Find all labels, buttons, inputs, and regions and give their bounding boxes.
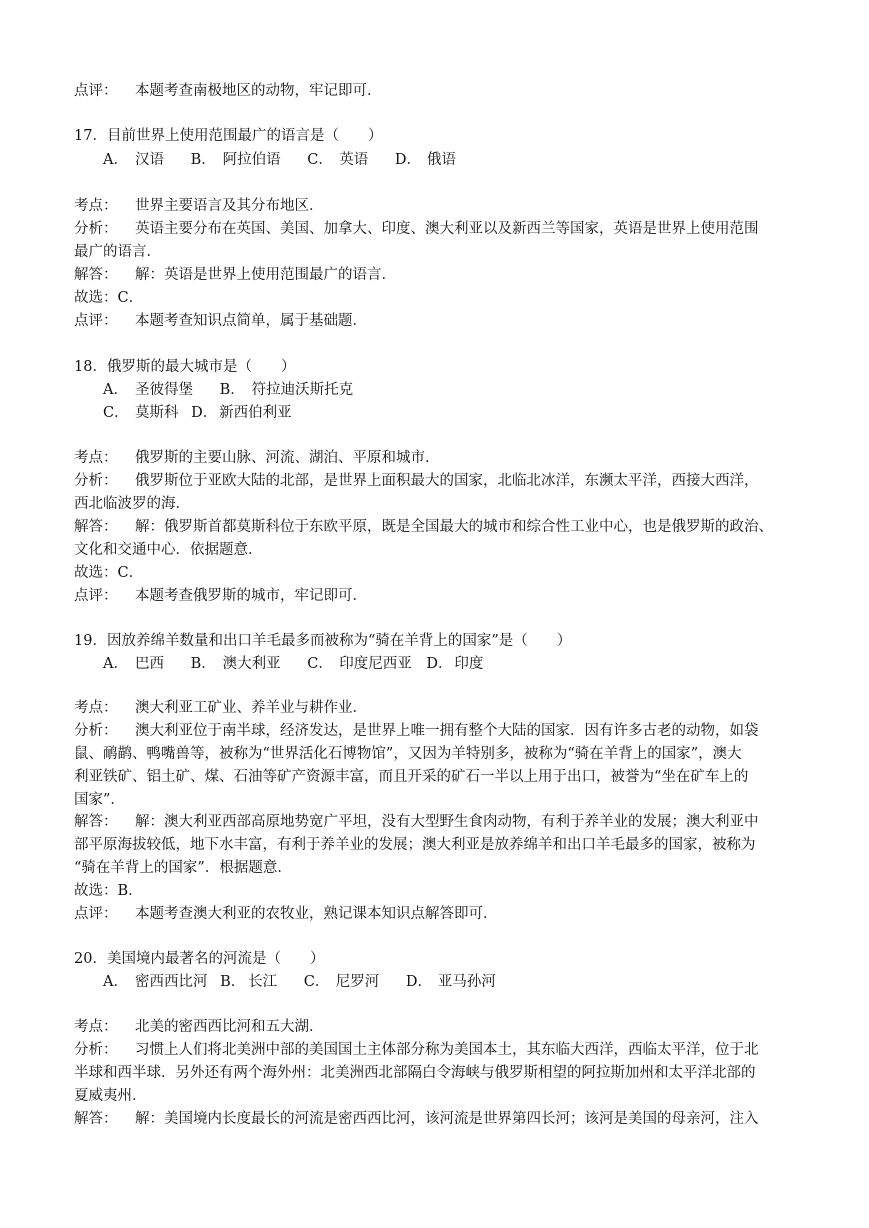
q19-guxuan: 故选：B．	[74, 883, 143, 899]
q20-kaodian: 考点： 北美的密西西比河和五大湖．	[74, 1019, 324, 1035]
q18-jieda: 解答： 解：俄罗斯首都莫斯科位于东欧平原，既是全国最大的城市和综合性工业中心，也是俄罗斯的政治、	[74, 519, 773, 535]
q19-fenxi-cont1: 鼠、鸸鹋、鸭嘴兽等，被称为“世界活化石博物馆”，又因为羊特别多，被称为“骑在羊背上的国家”，澳大	[74, 746, 742, 762]
q19-option-c: C． 印度尼西亚	[307, 656, 412, 672]
q19-option-b: B． 澳大利亚	[190, 656, 281, 672]
q20-jieda: 解答： 解：美国境内长度最长的河流是密西西比河，该河流是世界第四长河；该河是美国的母亲河，注入	[74, 1111, 759, 1127]
q17-option-b: B． 阿拉伯语	[190, 152, 281, 168]
q19-dianping: 点评： 本题考查澳大利亚的农牧业，熟记课本知识点解答即可．	[74, 906, 498, 922]
q18-kaodian: 考点： 俄罗斯的主要山脉、河流、湖泊、平原和城市．	[74, 450, 440, 466]
q19-jieda-cont2: “骑在羊背上的国家”．根据题意．	[74, 860, 292, 876]
q20-fenxi-cont2: 夏威夷州．	[74, 1088, 147, 1104]
q20-fenxi: 分析： 习惯上人们将北美洲中部的美国国土主体部分称为美国本土，其东临大西洋，西临太平洋，位于北	[74, 1042, 759, 1058]
q17-fenxi-cont: 最广的语言．	[74, 244, 161, 260]
review-label: 点评：	[74, 83, 118, 99]
q19-fenxi-cont2: 利亚铁矿、铝土矿、煤、石油等矿产资源丰富，而且开采的矿石一半以上用于出口，被誉为“坐在矿车上的	[74, 769, 749, 785]
q17-option-c: C． 英语	[307, 152, 369, 168]
q18-jieda-cont: 文化和交通中心．依据题意．	[74, 542, 263, 558]
q17-option-d: D． 俄语	[394, 152, 456, 168]
q19-option-d: D． 印度	[426, 656, 484, 672]
q18-option-d: D． 新西伯利亚	[191, 405, 292, 421]
q19-kaodian: 考点： 澳大利亚工矿业、养羊业与耕作业．	[74, 700, 367, 716]
q18-option-b: B． 符拉迪沃斯托克	[219, 382, 354, 398]
q20-question: 20．美国境内最著名的河流是（ ）	[74, 951, 325, 967]
q17-question: 17．目前世界上使用范围最广的语言是（ ）	[74, 128, 383, 144]
q20-option-b: B． 长江	[220, 974, 278, 990]
q18-option-a: A． 圣彼得堡	[103, 382, 193, 398]
q17-option-a: A． 汉语	[103, 152, 164, 168]
q19-jieda: 解答： 解：澳大利亚西部高原地势宽广平坦，没有大型野生食肉动物，有利于养羊业的发展；澳大利亚中	[74, 814, 759, 830]
q20-options	[103, 972, 518, 992]
q20-fenxi-cont1: 半球和西半球．另外还有两个海外州：北美洲西北部隔白令海峡与俄罗斯相望的阿拉斯加州和太平洋北部的	[74, 1065, 756, 1081]
q17-dianping: 点评： 本题考查知识点简单，属于基础题．	[74, 313, 367, 329]
top-review-line	[74, 81, 800, 101]
q17-kaodian: 考点： 世界主要语言及其分布地区．	[74, 198, 324, 214]
review-text: 本题考查南极地区的动物，牢记即可．	[135, 83, 382, 99]
q19-option-a: A． 巴西	[103, 656, 164, 672]
q17-guxuan: 故选：C．	[74, 290, 144, 306]
q19-jieda-cont1: 部平原海拔较低，地下水丰富，有利于养羊业的发展；澳大利亚是放养绵羊和出口羊毛最多的国家，被称为	[74, 837, 756, 853]
q18-options-row2	[103, 403, 314, 423]
q17-fenxi: 分析： 英语主要分布在英国、美国、加拿大、印度、澳大利亚以及新西兰等国家，英语是世界上使用范围	[74, 221, 759, 237]
q18-fenxi-cont: 西北临波罗的海．	[74, 496, 190, 512]
q19-fenxi: 分析： 澳大利亚位于南半球，经济发达，是世界上唯一拥有整个大陆的国家．因有许多古老的动物，如袋	[74, 723, 759, 739]
q20-option-a: A． 密西西比河	[103, 974, 208, 990]
q19-question: 19．因放养绵羊数量和出口羊毛最多而被称为“骑在羊背上的国家”是（ ）	[74, 633, 572, 649]
q17-options	[103, 150, 478, 170]
q18-guxuan: 故选：C．	[74, 565, 144, 581]
q18-dianping: 点评： 本题考查俄罗斯的城市，牢记即可．	[74, 588, 367, 604]
q20-option-d: D． 亚马孙河	[405, 974, 496, 990]
q17-jieda: 解答： 解：英语是世界上使用范围最广的语言．	[74, 267, 396, 283]
q18-fenxi: 分析： 俄罗斯位于亚欧大陆的北部，是世界上面积最大的国家，北临北冰洋，东濒太平洋，西接大西洋，	[74, 473, 759, 489]
q19-fenxi-cont3: 国家”．	[74, 792, 125, 808]
q20-option-c: C． 尼罗河	[303, 974, 380, 990]
q18-question: 18．俄罗斯的最大城市是（ ）	[74, 359, 296, 375]
q18-options-row1	[103, 380, 375, 400]
q19-options	[103, 654, 505, 674]
q18-option-c: C． 莫斯科	[103, 405, 179, 421]
